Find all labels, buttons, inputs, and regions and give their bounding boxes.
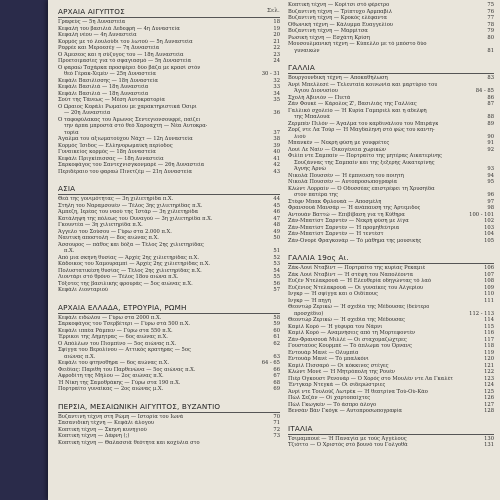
entry-page-number: 123 <box>484 375 494 382</box>
entry-title: Κεφάλι Βασιλιά — 18η Δυναστεία <box>58 90 149 97</box>
entry-title: Εντουάρ Μανέ — Ολυμπία <box>288 349 359 356</box>
entry-page-number: 118 <box>484 343 494 349</box>
entry-page-number: 128 <box>484 408 494 414</box>
section-divider <box>288 434 494 435</box>
entry-title: Θεοντώρ Ζερικώ — Ή σχεδία της Μέδουσας (δεύτερο <box>288 304 430 310</box>
entry-title: Στέφν Μπακ Φρλουαά — Αποσμέλη <box>288 198 382 205</box>
entry-title: Από μια σκηνή θυσίας — Άρχές 2ης χιλιετηρίδας π.Χ. <box>58 254 200 261</box>
entry-title: Έντγκαρ Ντεγκά — Οι σιδερώστριες <box>288 382 386 388</box>
entry-title: Κεφάλι Βασιλίσσης — 18η Δυναστεία <box>58 77 159 84</box>
entry-title: Πολυστατικέση θυσίας — Τέλος 2ης χιλιετηρίδας π.Χ. <box>58 267 202 274</box>
entry-title: Σχολή Αβινιόν — Πιετά <box>288 94 351 101</box>
section-title: ΙΤΑΛΙΑ <box>288 423 313 433</box>
entry-page-number: 46 <box>273 209 280 215</box>
entry-title: Άγνής Άρνώ <box>294 166 326 172</box>
entry-title: Γαλλικό σχολείο — Ή Κυρία Γαμπριέλ και η αδελφή <box>288 107 427 114</box>
entry-page-number: 24 <box>273 58 280 64</box>
entry-page-number: 47 <box>273 215 280 222</box>
entry-title: Κορμός με τό λουλούδι του λωτού — 5η Δυναστεία <box>58 38 193 45</box>
entry-page-number: 97 <box>487 198 494 205</box>
entry-title: Κεφάλι λιονταριού <box>58 287 109 293</box>
entry-title: Ό ταφοφύλακας του Άμωνος Σεντεγιονσουφρέ, παίζει <box>58 116 201 123</box>
entry-page-number: 131 <box>484 442 494 448</box>
entry-title: Ζάν-Φρανσουά Μιλλέ — Οι σταχομαζώχτρες <box>288 336 407 343</box>
entry-page-number: 109 <box>484 284 494 291</box>
entry-title: Σούτ της Τάνεως — Μέση Αυτοκρατορία <box>58 97 165 103</box>
entry-page-number: 127 <box>484 401 494 408</box>
entry-title: Πορτραίτο γυναίκας — 2ος αιώνας μ.Χ. <box>58 386 164 392</box>
entry-title: Κατάληψη της πόλεως του Ουναγού — 3η χιλιετηρίδα π.Χ. <box>58 215 213 222</box>
entry-page-number: 84 - 85 <box>475 88 494 94</box>
entry-title: Περιδέραιο του φαραώ Πινετζέμ — 21η Δυναστεία <box>58 168 193 175</box>
entry-title: Τζιόττο — Ό Χριστός στό βουνό του Γολγοθά <box>288 442 408 448</box>
entry-page-number: 110 <box>484 291 494 297</box>
section-gap <box>288 415 494 419</box>
entry-page-number: 105 <box>484 237 494 244</box>
entry-page-number: 48 <box>273 222 280 228</box>
section-heading <box>58 303 280 312</box>
entry-page-number: 83 <box>487 75 494 81</box>
section-title: ΓΑΛΛΙΑ 19ος Αι. <box>288 253 349 262</box>
entry-page-number: 22 <box>273 45 280 51</box>
entry-page-number: 53 <box>273 261 280 267</box>
entry-page-number: 98 <box>487 205 494 211</box>
section-title: ΑΡΧΑΙΑ ΕΛΛΑΔΑ, ΕΤΡΟΥΡΙΑ, ΡΩΜΗ <box>58 302 187 312</box>
entry-page-number: 112 - 113 <box>469 310 494 317</box>
entry-page-number: 52 <box>273 254 280 261</box>
entry-title: Νικολά Πουσσέν — Ή έμπνευση του ποιητή <box>288 172 404 179</box>
entry-page-number: 41 <box>273 155 280 162</box>
entry-title: Νικολά Πουσσέν — Αυτοπροσωπογραφία <box>288 179 398 185</box>
entry-page-number: 86 <box>487 94 494 101</box>
entry-title: Κοπτική τέχνη — Σκηνή κυνηγιού <box>58 426 147 433</box>
entry-page-number: 42 <box>273 162 280 168</box>
entry-title: Ρωσική τέχνη — Εσχάτη Κρίση <box>288 34 370 41</box>
entry-title: Σαρκοφάγος του Σαντεχνισγκονμαρέ — 26η Δυναστεία <box>58 162 205 168</box>
entry-title: Κεφαλή νέου — 4η Δυναστεία <box>58 32 137 38</box>
entry-title: Άνρί ντε Τουλούζ Λωτρέκ — Ή θεατρίνα Τού-Ού-Κάο <box>288 388 428 395</box>
entry-title: Κεφαλή του βασιλιά Δεδεφρή — 4η Δυναστεία <box>58 25 180 32</box>
entry-title: Κορμός Ίσιδος — Ελληνορωμαϊκή περίοδος <box>58 142 173 149</box>
section-divider <box>58 194 280 195</box>
entry-page-number: 125 <box>484 388 494 395</box>
entry-page-number: 126 <box>484 395 494 401</box>
entry-page-number: 89 <box>487 120 494 127</box>
section-divider <box>288 263 494 264</box>
entry-page-number: 90 <box>487 133 494 140</box>
entry-title: — 20η Δυναστεία <box>64 110 111 116</box>
entry-title: Κοπτική τέχνη — Κορίτσι στό φέρετρο <box>288 2 390 8</box>
entry-page-number: 61 <box>273 334 280 340</box>
entry-page-number: 81 <box>487 47 494 54</box>
entry-page-number: 70 <box>273 413 280 420</box>
entry-title: της Μπαλουά <box>294 114 330 120</box>
entry-page-number: 54 <box>273 267 280 274</box>
entry-page-number: 60 <box>273 327 280 334</box>
section-gap <box>58 446 280 450</box>
entry-title: Γυναικείος κορμός — 18η Δυναστεία <box>58 149 156 155</box>
entry-title: Ζορζ ντε Λα Τούρ — Ή Μαγδαληνή στό φώς του καντη- <box>288 127 435 133</box>
entry-title: Ινγκρ — Ή σφίγγα και ο Οιδίπους <box>288 291 378 297</box>
entry-page-number: 80 <box>487 34 494 41</box>
entry-page-number: 122 <box>484 369 494 375</box>
entry-page-number: 120 <box>484 356 494 362</box>
section-gap <box>58 175 280 179</box>
entry-title: Πώλ Γκωγκέν — Τό άσπρο άλογο <box>288 401 377 408</box>
entry-title: Εντουάρ Μανέ — Τό μπαλκόνι <box>288 356 369 362</box>
entry-title: Ευζέν Ντελακρουά — Ή Ελευθερία οδηγώντας τό λαό <box>288 278 432 284</box>
entry-title: Πώλ Σεζάν — Οί χαρτοπαίχτες <box>288 395 371 401</box>
entry-title: Μπανκέν — Νεκρή φύση με γουφρέτες <box>288 140 390 146</box>
entry-title: Αντουάν Βαττώ — Επιβίβαση για τη Κύθηρα <box>288 211 405 218</box>
entry-title: Βυζαντινή τέχνη — Τρίπτυχο Άρμπαβίλ <box>288 8 392 15</box>
entry-page-number: 35 <box>273 97 280 103</box>
entry-title: Τόξοτες της βασιλικής φρουράς — 5ος αιώνας π.Χ. <box>58 280 193 287</box>
section-heading <box>288 63 494 72</box>
entry-title: Βυζαντινή τέχνη στη Ρώμη — Ιστορία του Ιωνά <box>58 413 184 420</box>
entry-page-number: 68 <box>273 379 280 386</box>
entry-title: Στήλη του Ναραμσουέν — Τέλος 3ης χιλιετηρίδας π.Χ. <box>58 202 203 209</box>
entry-title: Ζάν-Μπατίστ Σαρντέν — Νεκρή φύση με λίγα <box>288 218 409 224</box>
entry-page-number: 44 <box>273 196 280 202</box>
entry-page-number: 73 <box>273 433 280 439</box>
entry-title: στον πατέρα της <box>294 192 338 198</box>
right-column <box>288 2 494 453</box>
section-divider <box>58 313 280 314</box>
section-title: ΑΡΧΑΙΑ ΑΙΓΥΠΤΟΣ <box>58 7 125 16</box>
entry-title: Άγιου Διονυσίου <box>294 88 338 94</box>
section-title: ΠΕΡΣΙΑ, ΜΕΣΑΙΩΝΙΚΗ ΑΙΓΥΠΤΟΣ, ΒΥΖΑΝΤΙΟ <box>58 401 221 411</box>
entry-page-number: 117 <box>484 336 494 343</box>
entry-page-number: 77 <box>487 15 494 21</box>
entry-title: λιού <box>294 133 306 140</box>
entry-title: Θεοντώρ Ζερικώ — Ή σχεδία της Μέδουσας <box>288 317 405 323</box>
entry-page-number: 92 <box>487 146 494 153</box>
entry-page-number: 43 <box>273 168 280 175</box>
entry-title: Ζάν-Μπατίστ Σαρντέν — Ή προμηθεύτρια <box>288 224 400 231</box>
entry-title: αιώνας π.Χ. <box>64 353 96 360</box>
entry-title: Κεφάλι του φτηνοθήρα — 6ος αιώνας π.Χ. <box>58 360 169 366</box>
entry-title: Καμίλ Πισσαρό — Οι κόκκινες στέγες <box>288 362 389 369</box>
entry-page-number: 40 <box>273 149 280 155</box>
entry-title: Ο Ωραιος Κεφάλι Ρωμαίου με χαρακτηριστικά Όσιρι <box>58 103 197 110</box>
entry-page-number: 108 <box>484 278 494 284</box>
entry-title: Τσιμαμπουέ — Ή Παναγία με τούς Άγγέλους <box>288 435 407 442</box>
entry-page-number: 56 <box>273 280 280 287</box>
entry-page-number: 66 <box>273 366 280 373</box>
entry-title: Γουσταύος Κουρμπέ — Τό άπλωμα του Όρνανς <box>288 343 412 349</box>
entry-page-number: 78 <box>487 21 494 28</box>
entry-page-number: 30 - 31 <box>261 71 280 77</box>
entry-title: Φιλίπ ντε Σαμπαίν — Πορτραίτο της μητέρας Αικατερίνης <box>288 153 442 159</box>
section-gap <box>58 393 280 397</box>
entry-page-number: 50 <box>273 235 280 241</box>
section-divider <box>58 17 280 18</box>
entry-page-number: 71 <box>273 420 280 426</box>
entry-title: τορία <box>64 129 79 136</box>
entry-page-number: 58 <box>273 314 280 321</box>
entry-title: Καμίλ Κορό — Αναμνήσεις από τη Μορτεφοντέν <box>288 330 416 336</box>
entry-page-number: 23 <box>273 51 280 58</box>
entry-title: την άρπα μπροστά στό θεό Χαροαχτή — Νέα Αυτοκρα- <box>64 123 208 129</box>
entry-title: Ζάκ-Λουί Νταβίντ — Πορτραίτο της κυρίας Ρεκαμιέ <box>288 265 426 271</box>
entry-title: π.Χ. <box>64 248 75 254</box>
page-column-label: Σελ. <box>267 8 280 14</box>
entry-page-number: 76 <box>487 8 494 15</box>
entry-title: Σφίγγα του Βερολίνου — Αττικός κρατήρας — 5ος <box>58 347 191 353</box>
entry-title: Ινγκρ — Ή πηγή <box>288 297 331 304</box>
section-heading <box>58 402 280 411</box>
section-title: ΓΑΛΛΙΑ <box>288 63 315 72</box>
entry-page-number: 114 <box>484 317 494 323</box>
entry-title: Σουζάννας της Σαμπαίν και της ξεξερής Αικατερίνης <box>294 159 435 166</box>
entry-title: Ό Άμεσεος και η σύζυγος του — 18η Δυναστεία <box>58 51 184 58</box>
entry-title: Ό φαραώ Ταχάρκα προσφέρει δύο βάζα με κρασί στόν <box>58 64 201 71</box>
entry-title: Άμπεζη, Ιερέας του ναού της Ίστάρ — 3η χιλιετηρίδα <box>58 209 199 215</box>
entry-page-number: 93 <box>487 166 494 172</box>
entry-page-number: 119 <box>484 349 494 356</box>
entry-title: Ναυτική αποστολή — 8ος αιώνας π.Χ. <box>58 235 159 241</box>
entry-title: Όθωνική τέχνη — Κάλυμμα Ευαγγελίου <box>288 21 393 28</box>
section-gap <box>288 54 494 58</box>
section-heading <box>58 184 280 193</box>
entry-title: Ζάν-Μπατίστ Σαρντέν — Ή τεντέστ <box>288 231 384 237</box>
entry-page-number: 69 <box>273 386 280 392</box>
entry-page-number: 37 <box>273 129 280 136</box>
entry-title: Κεφάλι ειδώλου — Γύρω στα 2000 π.Χ. <box>58 314 162 321</box>
entry-title: Κλώντ Λορραίν — Ό Οδυσσέας επιστρέφει τη Χρυσηίδα <box>288 185 435 192</box>
entry-page-number: 130 <box>484 435 494 442</box>
entry-page-number: 121 <box>484 362 494 369</box>
entry-title: προσχέδιο) <box>294 310 324 317</box>
entry-page-number: 87 <box>487 101 494 107</box>
entry-title: Κεφάλι ιππέα Ράμπεν — Γύρω στα 550 π.Χ. <box>58 327 173 334</box>
entry-title: Φειδίας: Παριθή του Παρθενώνα — 5ος αιώνας π.Χ. <box>58 366 196 373</box>
entry-page-number: 49 <box>273 228 280 235</box>
entry-page-number: 18 <box>273 19 280 25</box>
entry-page-number: 63 <box>273 353 280 360</box>
entry-title: Σαρκοφάγος του Τσερβέτερι — Γύρω στά 500 π.Χ. <box>58 321 191 327</box>
entry-page-number: 33 <box>273 84 280 90</box>
entry-page-number: 104 <box>484 231 494 237</box>
entry-title: Βουργουνδική τέχνη — Αποκαθήλωση <box>288 75 388 81</box>
section-gap <box>288 244 494 248</box>
entry-page-number: 57 <box>273 287 280 293</box>
entry-title: Λουί Λε Ναίν — Οικογένεια χωρικών <box>288 146 387 153</box>
entry-title: Ζάκ Λουί Νταβίντ — Ή στέψη του Ναπολέοντα <box>288 271 414 278</box>
entry-title: Πιέρ Όγκουστ Ρενουάρ — Ό Χορός στο Μουλέν ντε Λα Γκαλέτ <box>288 375 454 382</box>
entry-page-number: 72 <box>273 426 280 433</box>
entry-title: Γραφεύς — 5η Δυναστεία <box>58 19 126 25</box>
entry-title: Ευζένιος Ντελακρουά — Οι γυναίκες του Αλγερίου <box>288 284 424 291</box>
section-heading <box>58 7 280 16</box>
entry-title: Αφροδίτη της Μήλου — 2ος αιώνας π.Χ. <box>58 373 164 379</box>
entry-page-number: 88 <box>487 114 494 120</box>
entry-title: Κεφάλι Πριγκίπισσας — 18η Δυναστεία <box>58 155 164 162</box>
entry-page-number: 20 <box>273 32 280 38</box>
entry-title: Κοπτική τέχνη — Θαλασσιά θεότητα και κοχύλια στο <box>58 439 200 446</box>
section-divider <box>58 412 280 413</box>
entry-page-number: 102 <box>484 218 494 224</box>
entry-title: Μουσουλμανική τέχνη — Κύπελλο με τό μπόστο δύο <box>288 41 427 47</box>
entry-title: Κλώντ Μονέ — Ή Μητρόπολη της Ρουέν <box>288 369 396 375</box>
entry-title: Ζάν-Όνορέ Φραγκονάρ — Τό μάθημα της μουσικής <box>288 237 422 244</box>
entry-title: Προετοιμασίες για τό σφαγιασμό — 5η Δυναστεία <box>58 58 192 64</box>
entry-page-number: 67 <box>273 373 280 379</box>
section-gap <box>58 294 280 298</box>
section-title: ΑΣΙΑ <box>58 184 76 193</box>
section-divider <box>288 73 494 74</box>
entry-title: Κεφάλι Βασιλιά — 18η Δυναστεία <box>58 84 149 90</box>
entry-page-number: 103 <box>484 224 494 231</box>
entry-page-number: 111 <box>484 297 494 304</box>
entry-title: Ρεφρέε και Μεροεσέγ — 7η Δυναστεία <box>58 45 160 51</box>
entry-page-number: 62 <box>273 340 280 347</box>
entry-title: Κάδοικος του Χαμουραμπί — Άρχές 2ης χιλιετηρίδας π.Χ. <box>58 261 211 267</box>
entry-page-number: 38 <box>273 136 280 142</box>
entry-page-number: 39 <box>273 142 280 149</box>
entry-title: Ή Νίκη της Σαμοθράκης — Γύρω στα 190 π.Χ. <box>58 379 181 386</box>
entry-title: Φρανσουά Μανσάρ — Ή ανάπαυση της Άρτεμιδος <box>288 205 421 211</box>
entry-title: Σασανιδική τέχνη — Κεφάλι άλογου <box>58 420 154 426</box>
entry-page-number: 100 - 101 <box>469 211 494 218</box>
entry-page-number: 116 <box>484 330 494 336</box>
entry-title: Βενσάν Βάν Γκόγκ — Αυτοπροσωπογραφία <box>288 408 403 414</box>
entry-page-number: 95 <box>487 179 494 185</box>
section-heading <box>288 253 494 262</box>
entry-title: Καμίλ Κορό — Ή γέφυρα του Νάρνι <box>288 323 383 330</box>
entry-page-number: 94 <box>487 172 494 179</box>
entry-title: Ζερμπέν Πιλόν — Άγαλμα του καρδινάλιου του Μπιράγκ <box>288 120 439 127</box>
entry-page-number: 51 <box>273 248 280 254</box>
entry-page-number: 96 <box>487 192 494 198</box>
entry-page-number: 19 <box>273 25 280 32</box>
entry-page-number: 106 <box>484 265 494 271</box>
left-column <box>58 2 280 450</box>
entry-page-number: 34 <box>273 90 280 97</box>
entry-title: Άγγελο του Σούσου — Γύρω στα 2.000 π.Χ. <box>58 228 172 235</box>
entry-title: Θεά της γονιμότητας — 3η χιλιετηρίδα π.Χ. <box>58 196 174 202</box>
entry-page-number: 75 <box>487 2 494 8</box>
entry-page-number: 115 <box>484 323 494 330</box>
entry-title: Λιοντάρι στό θρόνο — Τέλος 18ου αιώνα π.Χ. <box>58 274 179 280</box>
entry-title: γυναικών <box>294 47 320 54</box>
entry-page-number: 79 <box>487 28 494 34</box>
entry-page-number: 107 <box>484 271 494 278</box>
entry-page-number: 59 <box>273 321 280 327</box>
entry-title: Κοπτική τέχνη — Δάφνη (;) <box>58 433 130 439</box>
entry-page-number: 21 <box>273 38 280 45</box>
entry-title: Βυζαντινή τέχνη — Μαρμίτσα <box>288 28 368 34</box>
entry-title: Έρρικοι της Δήμητρας — 6ος αιώνας π.Χ. <box>58 334 168 340</box>
entry-title: Ζάν Φουκέ — Κάρολος Ζ', Βασιλιάς της Γαλλίας <box>288 101 417 107</box>
entry-page-number: 91 <box>487 140 494 146</box>
section-gap <box>288 449 494 453</box>
entry-title: Άνρί Μπελλεσέ — Τελευταία κοινωνία και μαρτύριο του <box>288 81 438 88</box>
entry-page-number: 45 <box>273 202 280 209</box>
entry-page-number: 32 <box>273 77 280 84</box>
entry-title: Άγαλμα του αξιωματούχου Νάχτ — 12η Δυναστεία <box>58 136 193 142</box>
entry-page-number: 64 - 65 <box>261 360 280 366</box>
entry-title: Ό Απόλλων του Πιομπίνο — 5ος αιώνας π.Χ. <box>58 340 177 347</box>
entry-page-number: 124 <box>484 382 494 388</box>
book-page <box>48 0 500 500</box>
entry-page-number: 36 <box>273 110 280 116</box>
entry-title: Άσσουρος — πάθος και δόξα — Τέλος 2ης χιλιετηρίδας <box>58 241 204 248</box>
entry-title: θεό Γέρακ-Χεμέν — 25η Δυναστεία <box>64 71 157 77</box>
entry-title: Βυζαντινή τέχνη — Κροκός ελέφαντα <box>288 15 387 21</box>
entry-title: Γκουντέα — 3η χιλιετηρίδα π.Χ. <box>58 222 143 228</box>
section-heading <box>288 424 494 433</box>
entry-page-number: 55 <box>273 274 280 280</box>
